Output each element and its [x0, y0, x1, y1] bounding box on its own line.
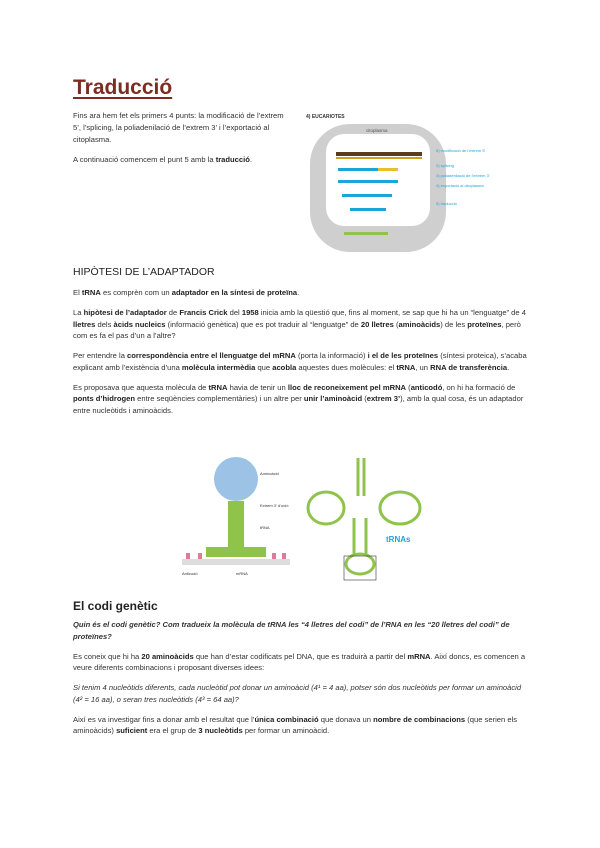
text-run: .: [297, 288, 300, 297]
text-run: .: [249, 155, 252, 165]
bold-run: 1958: [241, 307, 259, 317]
trna-body: [228, 501, 244, 547]
paragraph: [73, 382, 528, 417]
mrna-strand: [338, 180, 398, 183]
text-run: (porta la informació): [295, 351, 368, 361]
text-run: (: [362, 394, 367, 404]
text-run: La: [73, 307, 84, 317]
fig-label: mRNA: [236, 571, 248, 576]
intro-text: [73, 110, 288, 175]
text-run: , on hi ha formació de: [442, 382, 516, 392]
text-run: entre seqüències complementàries) i un altre per: [135, 394, 304, 404]
bold-run: unir l’aminoàcid: [303, 394, 363, 404]
bold-run: nombre de combinacions: [373, 714, 466, 724]
dna-strand: [336, 157, 422, 159]
dna-strand: [336, 152, 422, 156]
anticodon-loop: [346, 554, 374, 574]
page-title: Traducció: [73, 76, 173, 99]
text-run: que donava un: [318, 714, 374, 724]
bold-run: anticodó: [410, 382, 443, 392]
trna-adaptor-figure: [176, 455, 296, 585]
bold-run: proteïnes: [467, 319, 502, 329]
step-label: 5) modificació de l'extrem 5': [436, 148, 486, 153]
fig-label: tRNA: [260, 525, 270, 530]
step-label: 4) exportació al citoplasma: [436, 183, 484, 188]
text-run: dels: [95, 319, 114, 329]
question-paragraph: Quin és el codi genètic? Com tradueix la molècula de tRNA les “4 lletres del codi” de l’RNA en les “20 lletres del codi” de proteïnes?: [73, 620, 510, 641]
intro-paragraph-1: Fins ara hem fet els primers 4 punts: la modificació de l’extrem 5’, l’splicing, la poliadenilació de l’extrem 3’ i l’exportació al citoplasma.: [73, 111, 284, 144]
protein-strand: [344, 232, 388, 235]
bold-run: lloc de reconeixement pel mRNA: [287, 382, 407, 392]
bold-run: i el de les proteïnes: [367, 351, 439, 361]
anticodon: [206, 547, 266, 557]
text-run: inicia amb la qüestió que, fins al moment, se sap que hi ha un “lenguatge” de 4: [258, 307, 526, 317]
step-label: 2) splicing: [436, 163, 455, 168]
bold-run: traducció: [215, 155, 250, 165]
bold-run: extrem 3’: [366, 394, 401, 404]
bold-run: tRNA: [81, 288, 101, 297]
trna-cloverleaf-figure: [304, 456, 434, 586]
text-run: Es coneix que hi ha: [73, 651, 142, 661]
bold-run: aminoàcids: [398, 319, 441, 329]
bold-run: 20 aminoàcids: [141, 651, 194, 661]
text-run: (: [393, 319, 399, 329]
cytoplasm-label: citoplasma: [366, 128, 388, 133]
intro-paragraph-2: [73, 154, 288, 166]
text-run: El: [73, 288, 82, 297]
bold-run: suficient: [116, 726, 148, 736]
bold-run: única combinació: [254, 714, 319, 724]
text-run: (síntesi proteica), s’acaba explicant amb l’existència d’una: [73, 351, 527, 372]
bold-run: àcids nucleics: [113, 319, 166, 329]
section-heading-code: El codi genètic: [73, 599, 158, 613]
amino-acid-circle: [214, 457, 258, 501]
bold-run: correspondència entre el llenguatge del mRNA: [127, 351, 296, 361]
genetic-code-section: [73, 619, 528, 745]
mrna-strand: [378, 168, 398, 171]
paragraph: [73, 350, 528, 374]
text-run: . Així doncs, es comencen a veure diferents combinacions i proposant diverses idees:: [73, 651, 526, 673]
text-run: (: [406, 382, 411, 392]
paragraph: [73, 651, 528, 675]
text-run: A continuació comencem el punt 5 amb la: [73, 155, 216, 165]
text-run: .: [507, 362, 510, 372]
bold-run: Francis Crick: [179, 307, 228, 317]
paragraph: [73, 287, 528, 299]
figure-heading: 4) EUCARIOTES: [306, 114, 345, 120]
fig-label: Extrem 3' d'unió: [260, 503, 289, 508]
step-label: 3) poliadenilació de l'extrem 3': [436, 173, 490, 178]
mrna-strand: [182, 559, 290, 565]
trna-label: tRNAs: [386, 535, 411, 544]
text-run: per formar un aminoàcid.: [242, 726, 330, 736]
mrna-strand: [342, 194, 392, 197]
text-run: Es proposava que aquesta molècula de: [73, 382, 209, 392]
fig-label: Anticodó: [182, 571, 198, 576]
text-run: ), amb la qual cosa, és un adaptador entre nucleòtids i aminoàcids.: [73, 394, 524, 416]
text-run: ) de les: [440, 319, 468, 329]
fig-label: Aminoàcid: [260, 471, 279, 476]
bold-run: tRNA: [208, 382, 228, 392]
paragraph: [73, 714, 528, 738]
paragraph: [73, 307, 528, 342]
eukaryote-process-figure: [304, 110, 534, 255]
text-run: del: [227, 307, 242, 317]
mrna-strand: [350, 208, 386, 211]
text-run: , un: [415, 362, 431, 372]
mrna-strand: [338, 168, 378, 171]
bold-run: acobla: [272, 362, 297, 372]
bold-run: RNA de transferència: [430, 362, 508, 372]
bold-run: mRNA: [407, 651, 431, 661]
step-label: 5) traducció: [436, 201, 457, 206]
bold-run: hipòtesi de l’adaptador: [83, 307, 167, 317]
bold-run: molècula intermèdia: [181, 362, 256, 372]
text-run: aquestes dues molècules: el: [296, 362, 397, 372]
text-run: (informació genètica) que es pot traduir al “lenguatge” de: [165, 319, 361, 329]
bold-run: ponts d’hidrogen: [73, 394, 136, 404]
bold-run: 20 lletres: [360, 319, 394, 329]
text-run: era el grup de: [147, 726, 199, 736]
t-loop: [380, 492, 420, 524]
text-run: (que serien els aminoàcids): [73, 714, 518, 736]
text-run: Així es va investigar fins a donar amb el resultat que l’: [73, 714, 255, 724]
bold-run: lletres: [73, 319, 96, 329]
text-run: de: [166, 307, 180, 317]
bold-run: adaptador en la síntesi de proteïna: [171, 288, 298, 297]
text-run: es comprèn com un: [100, 288, 172, 297]
section-heading-adaptor: HIPÒTESI DE L’ADAPTADOR: [73, 266, 215, 278]
text-run: Per entendre la: [73, 351, 128, 361]
text-run: que han d’estar codificats pel DNA, que es traduirà a partir del: [193, 651, 408, 661]
bold-run: tRNA: [396, 362, 416, 372]
d-loop: [308, 492, 344, 524]
paragraph-italic: Si tenim 4 nucleòtids diferents, cada nucleòtid pot donar un aminoàcid (4¹ = 4 aa), potser són dos nucleòtids per formar un aminoàcid (4² = 16 aa), o seran tres nucleòtids (4³ = 64 aa)?: [73, 683, 522, 704]
text-run: havia de tenir un: [227, 382, 288, 392]
bold-run: 3 nucleòtids: [198, 726, 243, 736]
adaptor-section: [73, 287, 528, 425]
text-run: que: [255, 362, 273, 372]
text-run: , però com es fa el pas d’un a l’altre?: [73, 319, 521, 341]
